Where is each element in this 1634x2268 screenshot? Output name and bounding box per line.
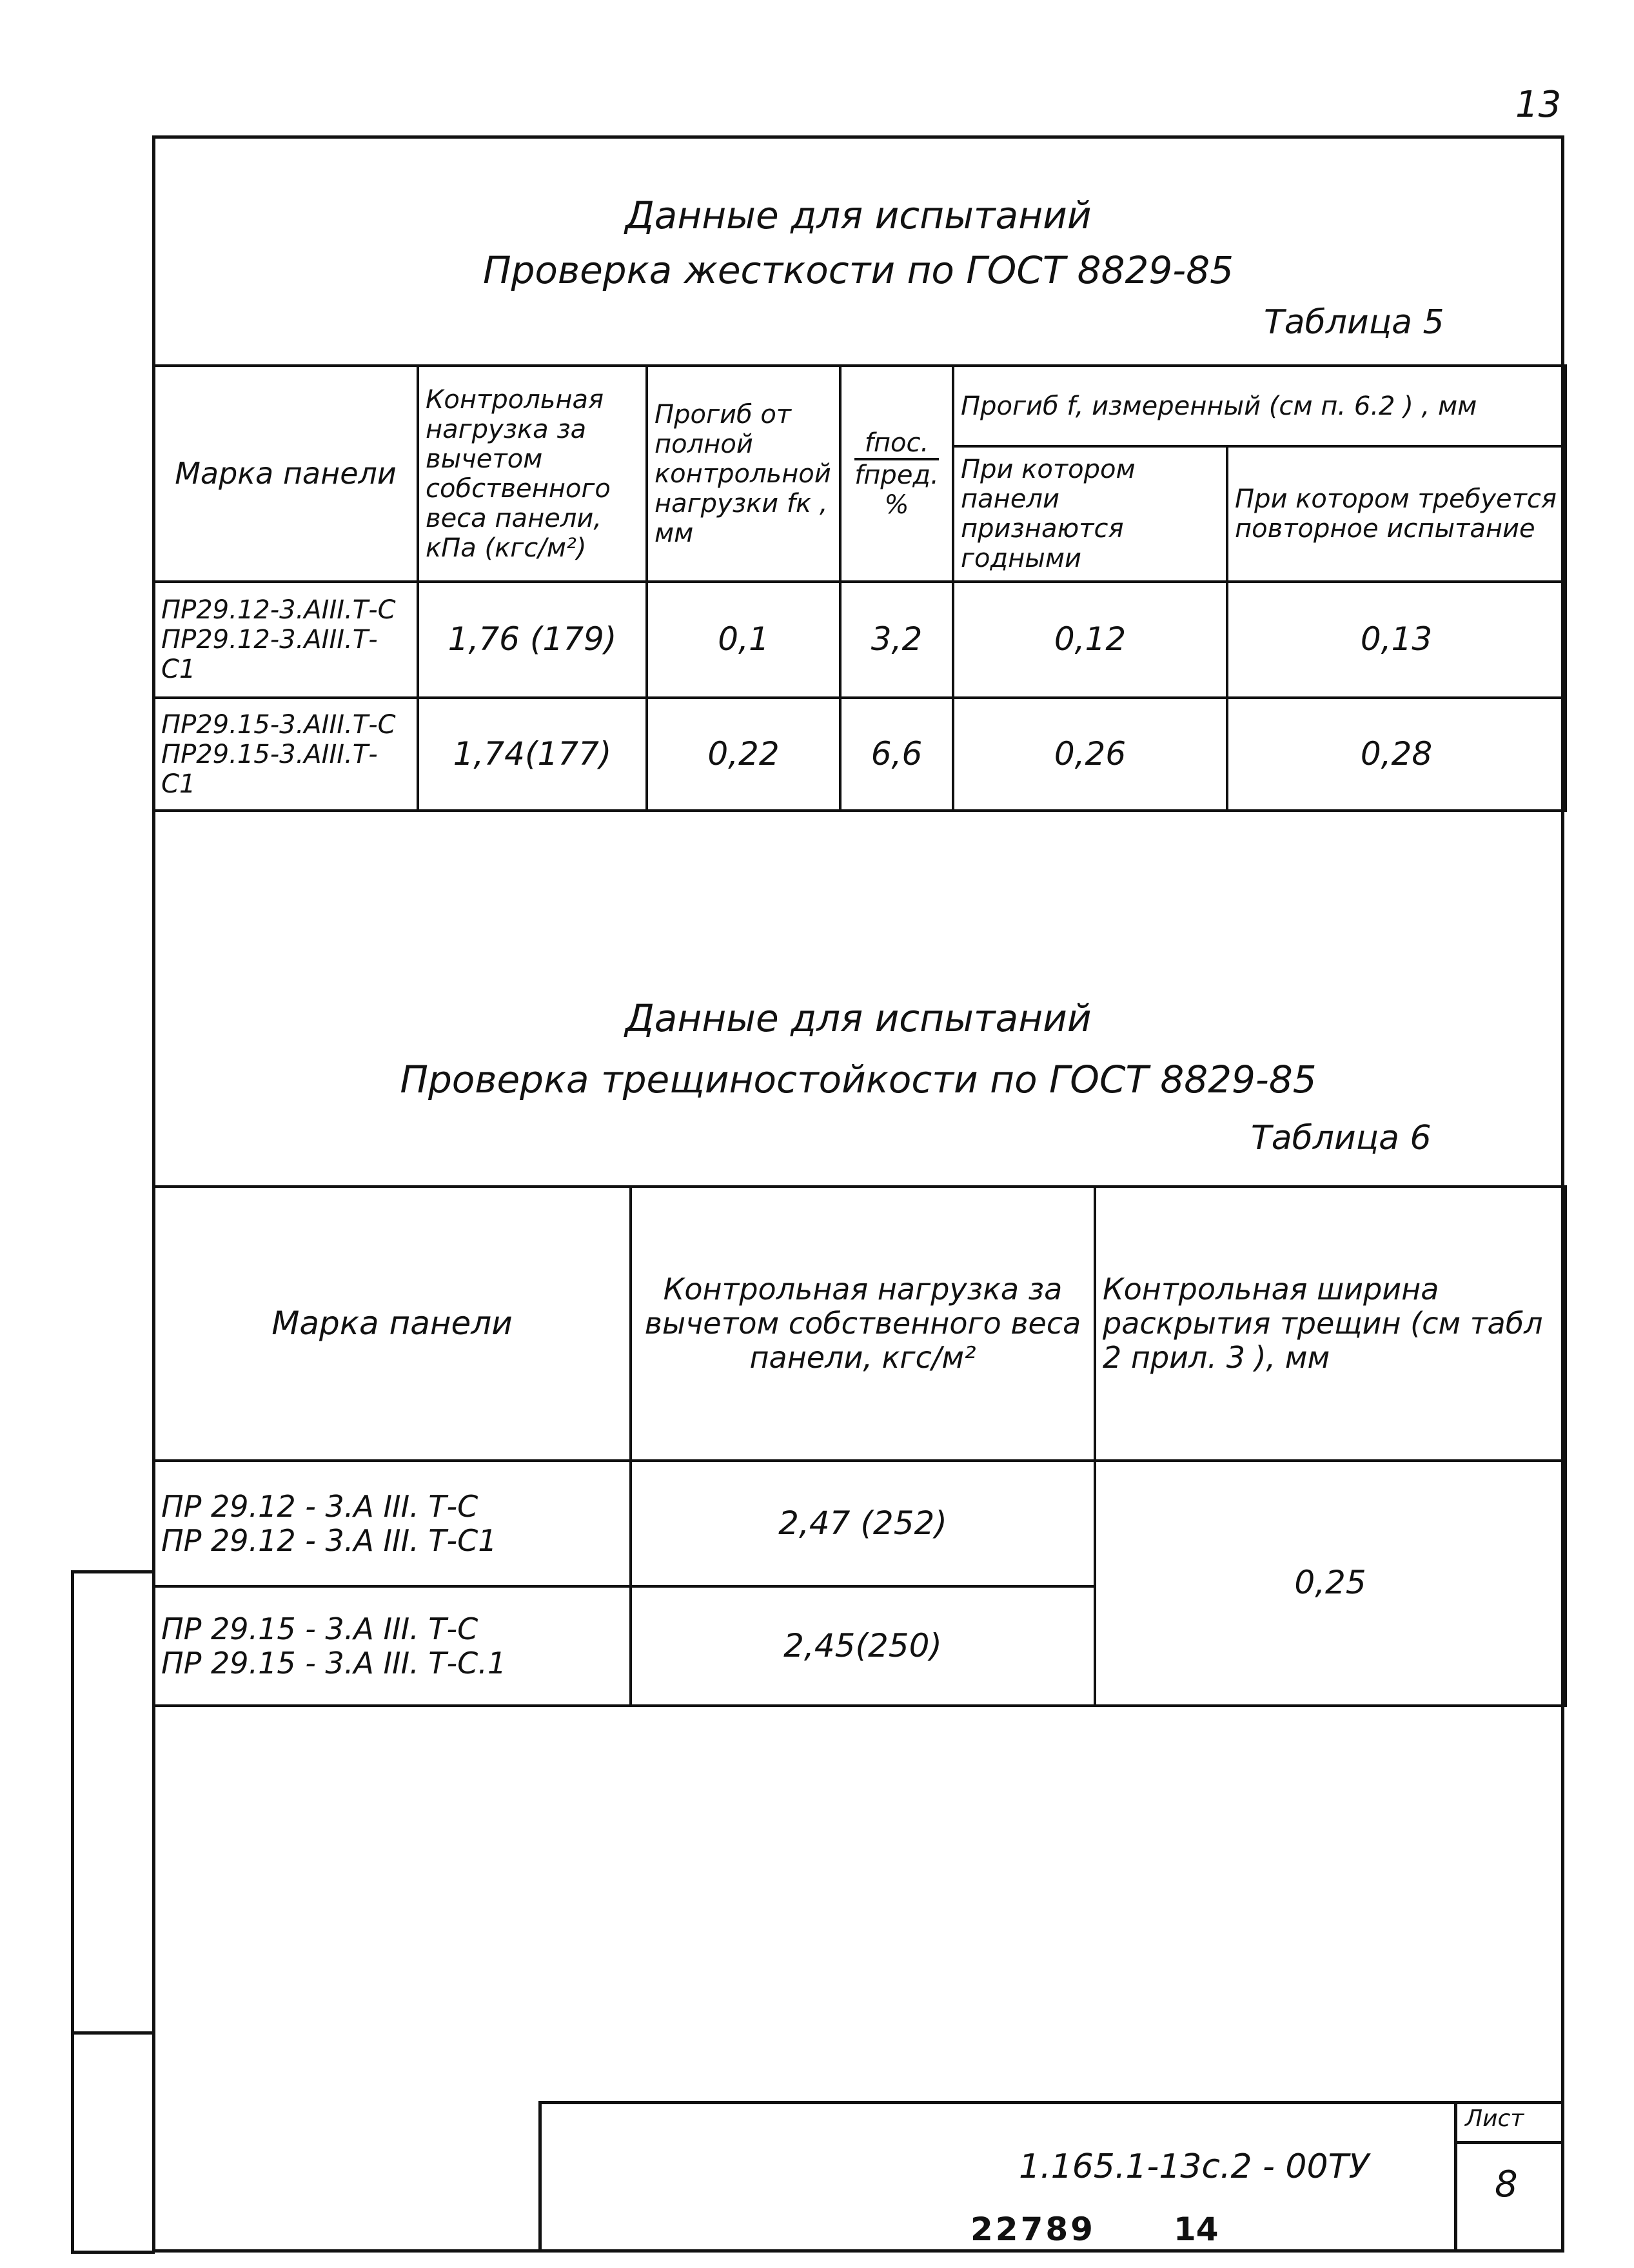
table6 [152, 1185, 1567, 1707]
ratio-denominator: fпред. [854, 460, 939, 490]
mark-line: ПР29.15-3.АIII.Т-С1 [161, 739, 378, 799]
table6-header-mark: Марка панели [153, 1187, 631, 1461]
table5-row1-ratio: 3,2 [840, 582, 953, 698]
table6-title-line2: Проверка трещиностойкости по ГОСТ 8829-85 [400, 1058, 1317, 1101]
margin-line [71, 1570, 155, 1573]
table5-row2-mark [153, 698, 418, 811]
ratio-unit: % [884, 489, 909, 520]
footer-sheet: 14 [1174, 2211, 1219, 2248]
mark-line: ПР 29.12 - 3.А III. Т-С [161, 1488, 478, 1524]
margin-line [71, 1570, 74, 2254]
table5-header-mark: Марка панели [153, 366, 418, 582]
table5-title-line2: Проверка жесткости по ГОСТ 8829-85 [482, 248, 1234, 292]
table5-row1-deflection: 0,1 [647, 582, 840, 698]
table5-caption: Таблица 5 [1264, 303, 1444, 342]
table5-row1-load: 1,76 (179) [418, 582, 647, 698]
stamp-divider [1454, 2141, 1564, 2144]
table5-row1-mark [153, 582, 418, 698]
mark-line: ПР29.12-3.АIII.Т-С [161, 595, 396, 625]
table-row [153, 698, 1566, 811]
table5-header-load: Контрольная нагрузка за вычетом собственного веса панели, кПа (кгс/м²) [418, 366, 647, 582]
mark-line: ПР 29.15 - 3.А III. Т-С.1 [161, 1645, 507, 1681]
table5-row2-load: 1,74(177) [418, 698, 647, 811]
table-row [153, 1461, 1566, 1586]
table5-header-measured: Прогиб f, измеренный (см п. 6.2 ) , мм [953, 366, 1566, 446]
table6-row2-load: 2,45(250) [631, 1586, 1095, 1706]
table6-row1-load: 2,47 (252) [631, 1461, 1095, 1586]
table5-header-ratio [840, 366, 953, 582]
footer-number: 22789 [970, 2211, 1096, 2248]
mark-line: ПР 29.12 - 3.А III. Т-С1 [161, 1523, 497, 1558]
table-row [153, 582, 1566, 698]
ratio-numerator: fпос. [854, 428, 939, 460]
margin-line [71, 2251, 155, 2254]
table5-row2-ratio: 6,6 [840, 698, 953, 811]
page-number: 13 [1515, 84, 1562, 126]
table5-header-fit: При котором панели признаются годными [953, 446, 1227, 582]
mark-line: ПР29.12-3.АIII.Т-С1 [161, 625, 378, 684]
table6-header-crack: Контрольная ширина раскрытия трещин (см табл 2 прил. 3 ), мм [1095, 1187, 1566, 1461]
stamp-sheet-label: Лист [1465, 2105, 1524, 2132]
stamp-sheet-number: 8 [1495, 2164, 1518, 2205]
table6-header-load: Контрольная нагрузка за вычетом собственного веса панели, кгс/м² [631, 1187, 1095, 1461]
mark-line: ПР 29.15 - 3.А III. Т-С [161, 1611, 478, 1646]
table6-row2-mark [153, 1586, 631, 1706]
table5-title-line1: Данные для испытаний [625, 193, 1092, 237]
table5-row2-deflection: 0,22 [647, 698, 840, 811]
table5-header-retest: При котором требуется повторное испытание [1227, 446, 1566, 582]
table5-row2-fit: 0,26 [953, 698, 1227, 811]
table6-crack-value: 0,25 [1095, 1461, 1566, 1706]
margin-line [71, 2031, 155, 2035]
table6-caption: Таблица 6 [1251, 1119, 1432, 1158]
table5-row1-fit: 0,12 [953, 582, 1227, 698]
table6-row1-mark [153, 1461, 631, 1586]
table5-row1-retest: 0,13 [1227, 582, 1566, 698]
table5 [152, 364, 1567, 812]
mark-line: ПР29.15-3.АIII.Т-С [161, 709, 396, 740]
table6-title-line1: Данные для испытаний [625, 996, 1092, 1040]
table5-header-deflection: Прогиб от полной контрольной нагрузки fк , мм [647, 366, 840, 582]
table5-row2-retest: 0,28 [1227, 698, 1566, 811]
stamp-designation: 1.165.1-13с.2 - 00ТУ [1019, 2147, 1370, 2186]
stamp-divider [1454, 2101, 1457, 2253]
